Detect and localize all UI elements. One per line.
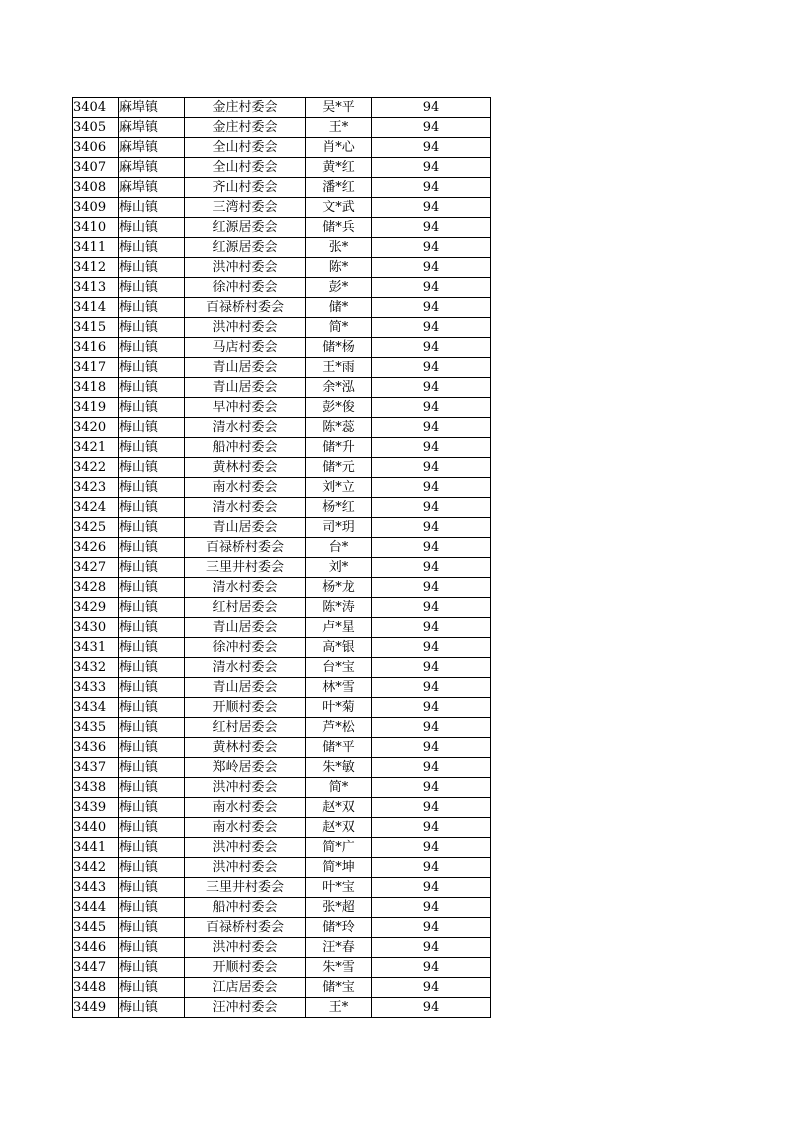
village-committee-cell: 船冲村委会: [185, 898, 306, 918]
score-cell: 94: [372, 638, 491, 658]
records-table: [72, 97, 491, 1018]
person-name-cell: 台*: [306, 538, 372, 558]
person-name-cell: 储*玲: [306, 918, 372, 938]
row-number-cell: 3447: [73, 958, 119, 978]
person-name-cell: 储*兵: [306, 218, 372, 238]
row-number-cell: 3443: [73, 878, 119, 898]
row-number-cell: 3419: [73, 398, 119, 418]
village-committee-cell: 金庄村委会: [185, 118, 306, 138]
table-row: [73, 498, 491, 518]
table-row: [73, 978, 491, 998]
village-committee-cell: 清水村委会: [185, 658, 306, 678]
person-name-cell: 王*雨: [306, 358, 372, 378]
town-cell: 梅山镇: [119, 698, 185, 718]
town-cell: 梅山镇: [119, 938, 185, 958]
score-cell: 94: [372, 678, 491, 698]
score-cell: 94: [372, 338, 491, 358]
score-cell: 94: [372, 98, 491, 118]
score-cell: 94: [372, 738, 491, 758]
score-cell: 94: [372, 858, 491, 878]
table-row: [73, 958, 491, 978]
village-committee-cell: 江店居委会: [185, 978, 306, 998]
person-name-cell: 司*玥: [306, 518, 372, 538]
town-cell: 梅山镇: [119, 258, 185, 278]
person-name-cell: 林*雪: [306, 678, 372, 698]
row-number-cell: 3414: [73, 298, 119, 318]
person-name-cell: 吴*平: [306, 98, 372, 118]
score-cell: 94: [372, 478, 491, 498]
village-committee-cell: 郑岭居委会: [185, 758, 306, 778]
score-cell: 94: [372, 598, 491, 618]
row-number-cell: 3412: [73, 258, 119, 278]
row-number-cell: 3427: [73, 558, 119, 578]
row-number-cell: 3442: [73, 858, 119, 878]
town-cell: 梅山镇: [119, 958, 185, 978]
score-cell: 94: [372, 578, 491, 598]
village-committee-cell: 洪冲村委会: [185, 938, 306, 958]
table-row: [73, 138, 491, 158]
score-cell: 94: [372, 138, 491, 158]
row-number-cell: 3440: [73, 818, 119, 838]
table-row: [73, 198, 491, 218]
row-number-cell: 3437: [73, 758, 119, 778]
town-cell: 梅山镇: [119, 398, 185, 418]
town-cell: 梅山镇: [119, 278, 185, 298]
town-cell: 梅山镇: [119, 478, 185, 498]
table-row: [73, 658, 491, 678]
town-cell: 梅山镇: [119, 718, 185, 738]
table-row: [73, 898, 491, 918]
town-cell: 梅山镇: [119, 318, 185, 338]
table-row: [73, 578, 491, 598]
town-cell: 梅山镇: [119, 618, 185, 638]
village-committee-cell: 青山居委会: [185, 678, 306, 698]
table-row: [73, 478, 491, 498]
village-committee-cell: 开顺村委会: [185, 958, 306, 978]
town-cell: 梅山镇: [119, 778, 185, 798]
table-row: [73, 718, 491, 738]
row-number-cell: 3415: [73, 318, 119, 338]
person-name-cell: 台*宝: [306, 658, 372, 678]
table-row: [73, 538, 491, 558]
score-cell: 94: [372, 418, 491, 438]
town-cell: 梅山镇: [119, 998, 185, 1018]
person-name-cell: 刘*: [306, 558, 372, 578]
village-committee-cell: 青山居委会: [185, 618, 306, 638]
table-row: [73, 298, 491, 318]
town-cell: 麻埠镇: [119, 138, 185, 158]
town-cell: 麻埠镇: [119, 118, 185, 138]
person-name-cell: 刘*立: [306, 478, 372, 498]
row-number-cell: 3445: [73, 918, 119, 938]
score-cell: 94: [372, 838, 491, 858]
row-number-cell: 3423: [73, 478, 119, 498]
score-cell: 94: [372, 198, 491, 218]
person-name-cell: 储*宝: [306, 978, 372, 998]
town-cell: 梅山镇: [119, 518, 185, 538]
table-row: [73, 278, 491, 298]
table-row: [73, 338, 491, 358]
person-name-cell: 储*平: [306, 738, 372, 758]
row-number-cell: 3407: [73, 158, 119, 178]
person-name-cell: 叶*宝: [306, 878, 372, 898]
score-cell: 94: [372, 938, 491, 958]
score-cell: 94: [372, 878, 491, 898]
score-cell: 94: [372, 498, 491, 518]
score-cell: 94: [372, 318, 491, 338]
village-committee-cell: 青山居委会: [185, 358, 306, 378]
score-cell: 94: [372, 978, 491, 998]
score-cell: 94: [372, 118, 491, 138]
village-committee-cell: 南水村委会: [185, 818, 306, 838]
score-cell: 94: [372, 438, 491, 458]
village-committee-cell: 红村居委会: [185, 598, 306, 618]
town-cell: 梅山镇: [119, 638, 185, 658]
person-name-cell: 潘*红: [306, 178, 372, 198]
row-number-cell: 3432: [73, 658, 119, 678]
row-number-cell: 3444: [73, 898, 119, 918]
person-name-cell: 王*: [306, 998, 372, 1018]
village-committee-cell: 三湾村委会: [185, 198, 306, 218]
village-committee-cell: 青山居委会: [185, 378, 306, 398]
town-cell: 梅山镇: [119, 578, 185, 598]
village-committee-cell: 金庄村委会: [185, 98, 306, 118]
table-row: [73, 878, 491, 898]
town-cell: 梅山镇: [119, 898, 185, 918]
person-name-cell: 陈*涛: [306, 598, 372, 618]
village-committee-cell: 徐冲村委会: [185, 638, 306, 658]
person-name-cell: 肖*心: [306, 138, 372, 158]
town-cell: 梅山镇: [119, 798, 185, 818]
table-row: [73, 638, 491, 658]
town-cell: 梅山镇: [119, 658, 185, 678]
village-committee-cell: 早冲村委会: [185, 398, 306, 418]
town-cell: 梅山镇: [119, 538, 185, 558]
village-committee-cell: 清水村委会: [185, 578, 306, 598]
town-cell: 梅山镇: [119, 238, 185, 258]
person-name-cell: 高*银: [306, 638, 372, 658]
person-name-cell: 陈*蕊: [306, 418, 372, 438]
person-name-cell: 简*: [306, 778, 372, 798]
row-number-cell: 3413: [73, 278, 119, 298]
town-cell: 梅山镇: [119, 858, 185, 878]
person-name-cell: 储*杨: [306, 338, 372, 358]
score-cell: 94: [372, 178, 491, 198]
table-row: [73, 438, 491, 458]
table-row: [73, 558, 491, 578]
person-name-cell: 余*泓: [306, 378, 372, 398]
person-name-cell: 卢*星: [306, 618, 372, 638]
table-row: [73, 998, 491, 1018]
person-name-cell: 彭*俊: [306, 398, 372, 418]
score-cell: 94: [372, 698, 491, 718]
village-committee-cell: 全山村委会: [185, 138, 306, 158]
table-row: [73, 418, 491, 438]
table-row: [73, 918, 491, 938]
row-number-cell: 3411: [73, 238, 119, 258]
table-row: [73, 358, 491, 378]
score-cell: 94: [372, 618, 491, 638]
score-cell: 94: [372, 378, 491, 398]
person-name-cell: 芦*松: [306, 718, 372, 738]
score-cell: 94: [372, 538, 491, 558]
score-cell: 94: [372, 258, 491, 278]
row-number-cell: 3421: [73, 438, 119, 458]
score-cell: 94: [372, 998, 491, 1018]
table-row: [73, 118, 491, 138]
person-name-cell: 赵*双: [306, 798, 372, 818]
table-row: [73, 258, 491, 278]
village-committee-cell: 洪冲村委会: [185, 858, 306, 878]
row-number-cell: 3422: [73, 458, 119, 478]
row-number-cell: 3409: [73, 198, 119, 218]
records-table-body: [73, 98, 491, 1018]
score-cell: 94: [372, 298, 491, 318]
town-cell: 梅山镇: [119, 498, 185, 518]
person-name-cell: 张*超: [306, 898, 372, 918]
row-number-cell: 3449: [73, 998, 119, 1018]
town-cell: 麻埠镇: [119, 158, 185, 178]
town-cell: 梅山镇: [119, 558, 185, 578]
score-cell: 94: [372, 898, 491, 918]
town-cell: 梅山镇: [119, 758, 185, 778]
village-committee-cell: 百禄桥村委会: [185, 298, 306, 318]
village-committee-cell: 洪冲村委会: [185, 838, 306, 858]
row-number-cell: 3434: [73, 698, 119, 718]
table-row: [73, 398, 491, 418]
town-cell: 梅山镇: [119, 918, 185, 938]
village-committee-cell: 马店村委会: [185, 338, 306, 358]
person-name-cell: 储*元: [306, 458, 372, 478]
row-number-cell: 3426: [73, 538, 119, 558]
table-row: [73, 318, 491, 338]
village-committee-cell: 洪冲村委会: [185, 778, 306, 798]
village-committee-cell: 黄林村委会: [185, 738, 306, 758]
score-cell: 94: [372, 458, 491, 478]
village-committee-cell: 全山村委会: [185, 158, 306, 178]
table-row: [73, 798, 491, 818]
person-name-cell: 储*升: [306, 438, 372, 458]
row-number-cell: 3406: [73, 138, 119, 158]
score-cell: 94: [372, 158, 491, 178]
table-row: [73, 218, 491, 238]
person-name-cell: 赵*双: [306, 818, 372, 838]
town-cell: 梅山镇: [119, 358, 185, 378]
row-number-cell: 3448: [73, 978, 119, 998]
row-number-cell: 3416: [73, 338, 119, 358]
village-committee-cell: 南水村委会: [185, 798, 306, 818]
row-number-cell: 3439: [73, 798, 119, 818]
person-name-cell: 简*坤: [306, 858, 372, 878]
row-number-cell: 3429: [73, 598, 119, 618]
village-committee-cell: 黄林村委会: [185, 458, 306, 478]
table-row: [73, 738, 491, 758]
row-number-cell: 3430: [73, 618, 119, 638]
village-committee-cell: 青山居委会: [185, 518, 306, 538]
score-cell: 94: [372, 238, 491, 258]
score-cell: 94: [372, 518, 491, 538]
score-cell: 94: [372, 798, 491, 818]
village-committee-cell: 洪冲村委会: [185, 258, 306, 278]
town-cell: 梅山镇: [119, 198, 185, 218]
person-name-cell: 朱*敏: [306, 758, 372, 778]
town-cell: 梅山镇: [119, 218, 185, 238]
person-name-cell: 杨*红: [306, 498, 372, 518]
town-cell: 梅山镇: [119, 438, 185, 458]
row-number-cell: 3425: [73, 518, 119, 538]
score-cell: 94: [372, 218, 491, 238]
town-cell: 梅山镇: [119, 818, 185, 838]
table-row: [73, 818, 491, 838]
person-name-cell: 汪*春: [306, 938, 372, 958]
score-cell: 94: [372, 818, 491, 838]
table-row: [73, 458, 491, 478]
town-cell: 麻埠镇: [119, 98, 185, 118]
village-committee-cell: 百禄桥村委会: [185, 918, 306, 938]
village-committee-cell: 船冲村委会: [185, 438, 306, 458]
row-number-cell: 3428: [73, 578, 119, 598]
row-number-cell: 3424: [73, 498, 119, 518]
village-committee-cell: 清水村委会: [185, 418, 306, 438]
table-row: [73, 838, 491, 858]
person-name-cell: 陈*: [306, 258, 372, 278]
town-cell: 梅山镇: [119, 598, 185, 618]
score-cell: 94: [372, 398, 491, 418]
person-name-cell: 彭*: [306, 278, 372, 298]
village-committee-cell: 红村居委会: [185, 718, 306, 738]
score-cell: 94: [372, 918, 491, 938]
table-row: [73, 618, 491, 638]
town-cell: 梅山镇: [119, 458, 185, 478]
village-committee-cell: 百禄桥村委会: [185, 538, 306, 558]
score-cell: 94: [372, 278, 491, 298]
village-committee-cell: 开顺村委会: [185, 698, 306, 718]
town-cell: 麻埠镇: [119, 178, 185, 198]
village-committee-cell: 南水村委会: [185, 478, 306, 498]
row-number-cell: 3418: [73, 378, 119, 398]
person-name-cell: 朱*雪: [306, 958, 372, 978]
village-committee-cell: 三里井村委会: [185, 558, 306, 578]
town-cell: 梅山镇: [119, 838, 185, 858]
town-cell: 梅山镇: [119, 338, 185, 358]
village-committee-cell: 洪冲村委会: [185, 318, 306, 338]
person-name-cell: 杨*龙: [306, 578, 372, 598]
row-number-cell: 3408: [73, 178, 119, 198]
person-name-cell: 张*: [306, 238, 372, 258]
score-cell: 94: [372, 718, 491, 738]
person-name-cell: 储*: [306, 298, 372, 318]
row-number-cell: 3433: [73, 678, 119, 698]
town-cell: 梅山镇: [119, 978, 185, 998]
table-row: [73, 378, 491, 398]
row-number-cell: 3420: [73, 418, 119, 438]
village-committee-cell: 三里井村委会: [185, 878, 306, 898]
row-number-cell: 3404: [73, 98, 119, 118]
table-row: [73, 678, 491, 698]
row-number-cell: 3446: [73, 938, 119, 958]
town-cell: 梅山镇: [119, 298, 185, 318]
person-name-cell: 文*武: [306, 198, 372, 218]
village-committee-cell: 清水村委会: [185, 498, 306, 518]
row-number-cell: 3417: [73, 358, 119, 378]
table-row: [73, 598, 491, 618]
village-committee-cell: 齐山村委会: [185, 178, 306, 198]
town-cell: 梅山镇: [119, 878, 185, 898]
village-committee-cell: 红源居委会: [185, 218, 306, 238]
table-row: [73, 518, 491, 538]
row-number-cell: 3405: [73, 118, 119, 138]
town-cell: 梅山镇: [119, 378, 185, 398]
town-cell: 梅山镇: [119, 418, 185, 438]
score-cell: 94: [372, 658, 491, 678]
row-number-cell: 3410: [73, 218, 119, 238]
row-number-cell: 3436: [73, 738, 119, 758]
row-number-cell: 3438: [73, 778, 119, 798]
row-number-cell: 3441: [73, 838, 119, 858]
person-name-cell: 简*广: [306, 838, 372, 858]
village-committee-cell: 徐冲村委会: [185, 278, 306, 298]
score-cell: 94: [372, 758, 491, 778]
score-cell: 94: [372, 558, 491, 578]
score-cell: 94: [372, 358, 491, 378]
person-name-cell: 王*: [306, 118, 372, 138]
table-row: [73, 158, 491, 178]
person-name-cell: 黄*红: [306, 158, 372, 178]
score-cell: 94: [372, 778, 491, 798]
table-row: [73, 698, 491, 718]
table-row: [73, 938, 491, 958]
village-committee-cell: 红源居委会: [185, 238, 306, 258]
row-number-cell: 3431: [73, 638, 119, 658]
town-cell: 梅山镇: [119, 678, 185, 698]
table-row: [73, 178, 491, 198]
person-name-cell: 简*: [306, 318, 372, 338]
table-row: [73, 778, 491, 798]
village-committee-cell: 汪冲村委会: [185, 998, 306, 1018]
row-number-cell: 3435: [73, 718, 119, 738]
person-name-cell: 叶*菊: [306, 698, 372, 718]
town-cell: 梅山镇: [119, 738, 185, 758]
table-row: [73, 238, 491, 258]
score-cell: 94: [372, 958, 491, 978]
table-row: [73, 858, 491, 878]
table-row: [73, 98, 491, 118]
table-row: [73, 758, 491, 778]
